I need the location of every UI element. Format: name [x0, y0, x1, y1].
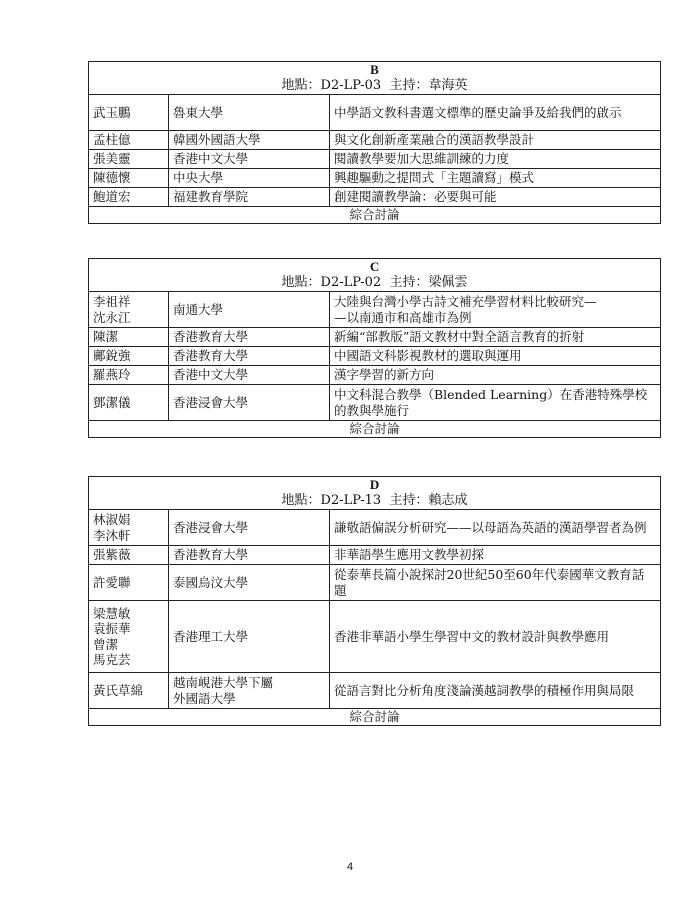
paper-title: 興趣驅動之提問式「主題讀寫」模式	[330, 169, 661, 188]
presenter-name: 孟柱億	[89, 131, 169, 150]
general-discussion: 綜合討論	[89, 709, 661, 726]
presenter-institution: 韓國外國語大學	[169, 131, 330, 150]
host-label: 主持：梁佩雲	[389, 275, 468, 290]
general-discussion: 綜合討論	[89, 421, 661, 438]
general-discussion: 綜合討論	[89, 207, 661, 224]
table-row	[89, 565, 661, 601]
paper-title: 從語言對比分析角度淺論漢越詞教學的積極作用與局限	[330, 673, 661, 709]
host-label: 主持：賴志成	[389, 493, 468, 508]
table-row	[89, 347, 661, 366]
session-letter: D	[369, 477, 380, 492]
table-row	[89, 95, 661, 131]
paper-title: 閱讀教學要加大思維訓練的力度	[330, 150, 661, 169]
paper-title: 中文科混合教學（Blended Learning）在香港特殊學校的教與學施行	[330, 385, 661, 421]
session-letter: B	[370, 62, 379, 77]
presenter-institution: 南通大學	[169, 292, 330, 328]
paper-title: 非華語學生應用文教學初探	[330, 546, 661, 565]
session-header-cell	[89, 259, 661, 292]
presenter-name: 鮑道宏	[89, 188, 169, 207]
session-footer	[89, 421, 661, 438]
presenter-institution: 香港教育大學	[169, 328, 330, 347]
paper-title: 香港非華語小學生學習中文的教材設計與教學應用	[330, 601, 661, 673]
paper-title: 創建閱讀教學論：必要與可能	[330, 188, 661, 207]
table-row	[89, 673, 661, 709]
presenter-name: 李祖祥 沈永江	[89, 292, 169, 328]
host-label: 主持：韋海英	[389, 78, 468, 93]
presenter-institution: 香港教育大學	[169, 347, 330, 366]
table-row	[89, 328, 661, 347]
table-row	[89, 292, 661, 328]
session-venue-host	[93, 274, 656, 291]
presenter-name: 陳德懷	[89, 169, 169, 188]
paper-title: 漢字學習的新方向	[330, 366, 661, 385]
session-header-cell	[89, 477, 661, 510]
table-row	[89, 131, 661, 150]
presenter-institution: 泰國烏汶大學	[169, 565, 330, 601]
presenter-name: 張美靈	[89, 150, 169, 169]
presenter-institution: 中央大學	[169, 169, 330, 188]
session-b-table	[88, 61, 661, 224]
venue-label: 地點：D2-LP-13	[281, 493, 382, 508]
page-number: 4	[346, 861, 354, 873]
presenter-institution: 香港教育大學	[169, 546, 330, 565]
table-row	[89, 150, 661, 169]
presenter-institution: 香港浸會大學	[169, 510, 330, 546]
table-row	[89, 546, 661, 565]
presenter-institution: 福建教育學院	[169, 188, 330, 207]
venue-label: 地點：D2-LP-03	[281, 78, 382, 93]
session-header-cell	[89, 62, 661, 95]
paper-title: 與文化創新產業融合的漢語教學設計	[330, 131, 661, 150]
paper-title: 中國語文科影視教材的選取與運用	[330, 347, 661, 366]
presenter-institution: 魯東大學	[169, 95, 330, 131]
table-row	[89, 188, 661, 207]
presenter-institution: 香港中文大學	[169, 366, 330, 385]
session-header	[89, 259, 661, 292]
paper-title: 大陸與台灣小學古詩文補充學習材料比較研究— —以南通市和高雄市為例	[330, 292, 661, 328]
presenter-name: 羅燕玲	[89, 366, 169, 385]
presenter-name: 張紫薇	[89, 546, 169, 565]
paper-title: 謙敬語偏誤分析研究——以母語為英語的漢語學習者為例	[330, 510, 661, 546]
session-footer	[89, 207, 661, 224]
paper-title: 中學語文教科書選文標準的歷史論爭及給我們的啟示	[330, 95, 661, 131]
table-row	[89, 385, 661, 421]
presenter-name: 黃氏草綿	[89, 673, 169, 709]
paper-title: 從泰華長篇小說探討20世紀50至60年代泰國華文教育話題	[330, 565, 661, 601]
table-row	[89, 169, 661, 188]
presenter-institution: 香港理工大學	[169, 601, 330, 673]
session-venue-host	[93, 492, 656, 509]
presenter-name: 許愛聯	[89, 565, 169, 601]
presenter-name: 梁慧敏 袁振華 曾潔 馬克芸	[89, 601, 169, 673]
session-letter: C	[369, 259, 380, 274]
presenter-name: 鄧潔儀	[89, 385, 169, 421]
session-header	[89, 477, 661, 510]
venue-label: 地點：D2-LP-02	[281, 275, 382, 290]
session-header	[89, 62, 661, 95]
presenter-name: 林淑娟 李沐軒	[89, 510, 169, 546]
paper-title: 新編“部教版”語文教材中對全語言教育的折射	[330, 328, 661, 347]
table-row	[89, 510, 661, 546]
table-row	[89, 366, 661, 385]
session-d-table	[88, 476, 661, 726]
presenter-name: 武玉鵬	[89, 95, 169, 131]
presenter-name: 陳潔	[89, 328, 169, 347]
presenter-name: 鄺銳強	[89, 347, 169, 366]
presenter-institution: 香港浸會大學	[169, 385, 330, 421]
presenter-institution: 越南峴港大學下屬 外國語大學	[169, 673, 330, 709]
session-venue-host	[93, 77, 656, 94]
presenter-institution: 香港中文大學	[169, 150, 330, 169]
table-row	[89, 601, 661, 673]
session-footer	[89, 709, 661, 726]
session-c-table	[88, 258, 661, 438]
